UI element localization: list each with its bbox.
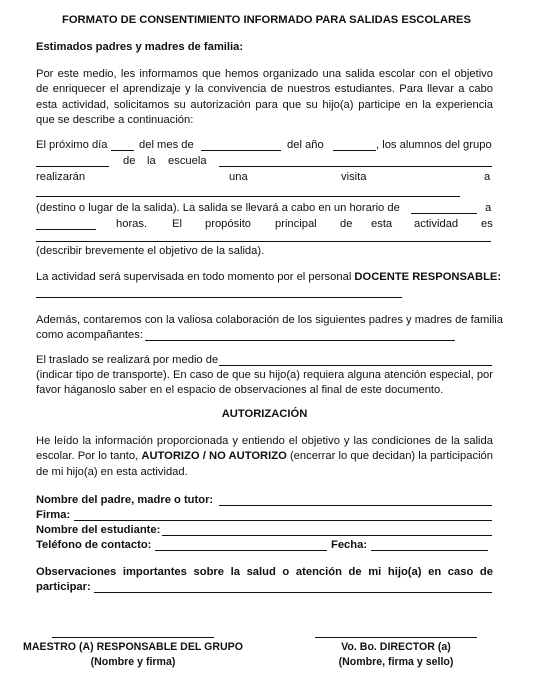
director-signature-line[interactable]: [315, 637, 477, 638]
label-day: El próximo día: [36, 139, 108, 151]
parent-name-field[interactable]: [219, 505, 492, 506]
word-la: la: [147, 155, 156, 167]
authorization-text-a: He leído la información proporcionada y entiendo el objetivo y las condiciones de la salida escolar. Por lo tanto,: [36, 435, 493, 463]
destination-schedule-text: (destino o lugar de la salida). La salida se llevará a cabo en un horario de: [36, 202, 400, 214]
teacher-blank[interactable]: [36, 297, 402, 298]
year-blank[interactable]: [333, 150, 376, 151]
objective-blank[interactable]: [36, 241, 491, 242]
transport-blank[interactable]: [219, 365, 492, 366]
companions-line2: como acompañantes:: [36, 329, 143, 341]
signature-field[interactable]: [74, 520, 492, 521]
month-blank[interactable]: [201, 150, 281, 151]
supervision-bold: DOCENTE RESPONSABLE:: [354, 271, 502, 283]
word-es: es: [481, 218, 493, 230]
signature-label: Firma:: [36, 509, 71, 521]
word-a-2: a: [485, 202, 492, 214]
transport-rest: (indicar tipo de transporte). En caso de que su hijo(a) requiera alguna atención especial, por favor háganoslo saber en el espacio de observaciones al final de este documento.: [36, 369, 493, 397]
word-realizaran: realizarán: [36, 171, 86, 183]
teacher-signature-title: MAESTRO (A) RESPONSABLE DEL GRUPO: [23, 641, 243, 653]
observations-line1-wrap: [36, 565, 493, 580]
companions-line1: Además, contaremos con la valiosa colaboración de los siguientes padres y madres de familia: [36, 314, 504, 326]
word-proposito: propósito: [205, 218, 252, 230]
transport-paragraph: [36, 368, 493, 399]
parent-name-label: Nombre del padre, madre o tutor:: [36, 494, 214, 506]
school-blank[interactable]: [219, 166, 492, 167]
supervision-line: [36, 271, 502, 283]
word-horas: horas.: [116, 218, 148, 230]
word-principal: principal: [275, 218, 317, 230]
director-signature-title: Vo. Bo. DIRECTOR (a): [341, 641, 451, 653]
objective-hint: (describir brevemente el objetivo de la salida).: [36, 245, 265, 257]
document-title: FORMATO DE CONSENTIMIENTO INFORMADO PARA SALIDAS ESCOLARES: [62, 14, 471, 26]
intro-paragraph: [36, 67, 493, 128]
authorization-text-b: (encerrar lo que decidan) la participación de mi hijo(a) en esta actividad.: [36, 450, 493, 478]
greeting: Estimados padres y madres de familia:: [36, 41, 244, 53]
student-name-label: Nombre del estudiante:: [36, 524, 161, 536]
word-visita: visita: [341, 171, 367, 183]
authorization-paragraph: [36, 434, 493, 480]
time-start-blank[interactable]: [411, 213, 477, 214]
group-blank[interactable]: [36, 166, 109, 167]
authorization-choice: AUTORIZO / NO AUTORIZO: [141, 450, 287, 463]
label-month: del mes de: [139, 139, 194, 151]
transport-line1: El traslado se realizará por medio de: [36, 354, 219, 366]
student-name-field[interactable]: [162, 535, 492, 536]
word-de-2: de: [340, 218, 353, 230]
word-esta: esta: [371, 218, 393, 230]
day-blank[interactable]: [111, 150, 134, 151]
teacher-signature-line[interactable]: [52, 637, 214, 638]
phone-field[interactable]: [155, 550, 327, 551]
word-el: El: [172, 218, 182, 230]
observations-field[interactable]: [94, 592, 492, 593]
label-year: del año: [287, 139, 324, 151]
supervision-text: La actividad será supervisada en todo momento por el personal: [36, 271, 355, 283]
word-actividad: actividad: [414, 218, 459, 230]
word-una: una: [229, 171, 248, 183]
date-label: Fecha:: [331, 539, 368, 551]
word-a: a: [484, 171, 491, 183]
teacher-signature-sub: (Nombre y firma): [90, 656, 176, 668]
observations-line2: participar:: [36, 581, 91, 593]
phone-label: Teléfono de contacto:: [36, 539, 152, 551]
director-signature-sub: (Nombre, firma y sello): [338, 656, 454, 668]
companions-blank[interactable]: [145, 340, 455, 341]
date-field[interactable]: [371, 550, 488, 551]
label-school: escuela: [168, 155, 207, 167]
observations-line1: Observaciones importantes sobre la salud o atención de mi hijo(a) en caso de: [36, 566, 493, 578]
word-de: de: [123, 155, 136, 167]
authorization-heading: AUTORIZACIÓN: [221, 408, 308, 420]
intro-text: Por este medio, les informamos que hemos organizado una salida escolar con el objetivo de enriquecer el aprendizaje y la convivencia de nuestros estudiantes. Para llevar a cabo esta actividad, solicitamos su autorización para que su hijo(a) participe en la experiencia que se describe a continuación:: [36, 68, 493, 126]
time-end-blank[interactable]: [36, 229, 96, 230]
label-group: , los alumnos del grupo: [376, 139, 492, 151]
destination-blank[interactable]: [36, 196, 460, 197]
